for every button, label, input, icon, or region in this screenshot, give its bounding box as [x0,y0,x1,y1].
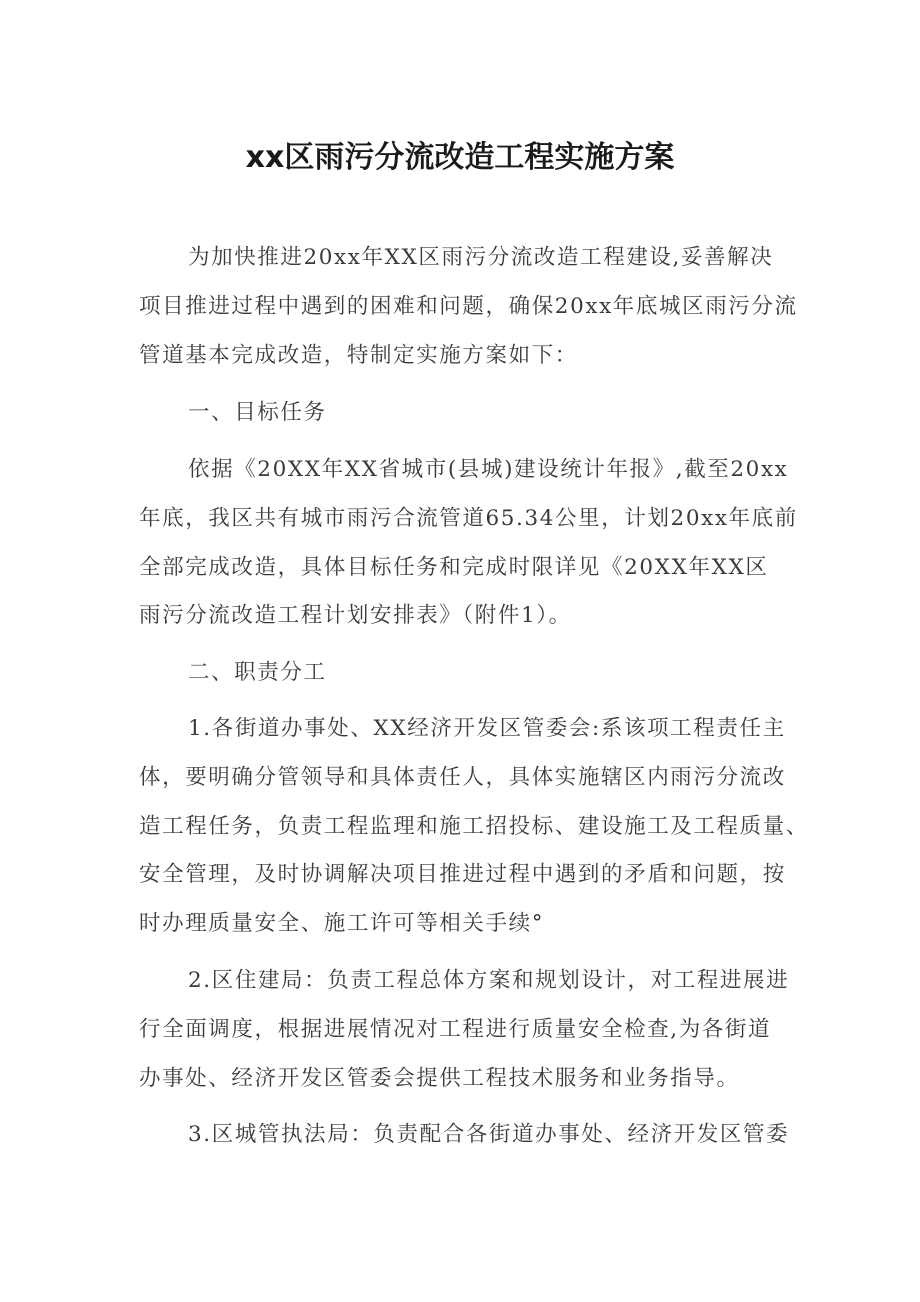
paragraph-line: 1.各街道办事处、XX经济开发区管委会:系该项工程责任主 [188,716,786,741]
paragraph-line: 年底，我区共有城市雨污合流管道65.34公里，计划20xx年底前 [139,506,798,531]
paragraph-line: 全部完成改造，具体目标任务和完成时限详见《20XX年XX区 [139,555,769,580]
paragraph-line: 造工程任务，负责工程监理和施工招投标、建设施工及工程质量、 [139,814,809,839]
paragraph-line: 雨污分流改造工程计划安排表》（附件1）。 [139,603,572,628]
paragraph-line: 2.区住建局：负责工程总体方案和规划设计，对工程进展进 [188,968,790,993]
paragraph-line: 办事处、经济开发区管委会提供工程技术服务和业务指导。 [139,1066,740,1091]
document-title: xx区雨污分流改造工程实施方案 [245,140,675,175]
section-heading: 一、目标任务 [188,400,327,425]
paragraph-line: 体，要明确分管领导和具体责任人，具体实施辖区内雨污分流改 [139,765,786,790]
paragraph-line: 为加快推进20xx年XX区雨污分流改造工程建设,妥善解决 [188,245,774,270]
paragraph-line: 行全面调度，根据进展情况对工程进行质量安全检查,为各街道 [139,1017,772,1042]
section-heading: 二、职责分工 [188,660,327,685]
paragraph-line: 管道基本完成改造，特制定实施方案如下： [139,343,578,368]
paragraph-line: 依据《20XX年XX省城市(县城)建设统计年报》,截至20xx [188,457,789,482]
paragraph-line: 时办理质量安全、施工许可等相关手续° [139,911,545,936]
paragraph-line: 安全管理，及时协调解决项目推进过程中遇到的矛盾和问题，按 [139,862,786,887]
paragraph-line: 3.区城管执法局：负责配合各街道办事处、经济开发区管委 [188,1122,790,1147]
paragraph-line: 项目推进过程中遇到的困难和问题，确保20xx年底城区雨污分流 [139,294,798,319]
